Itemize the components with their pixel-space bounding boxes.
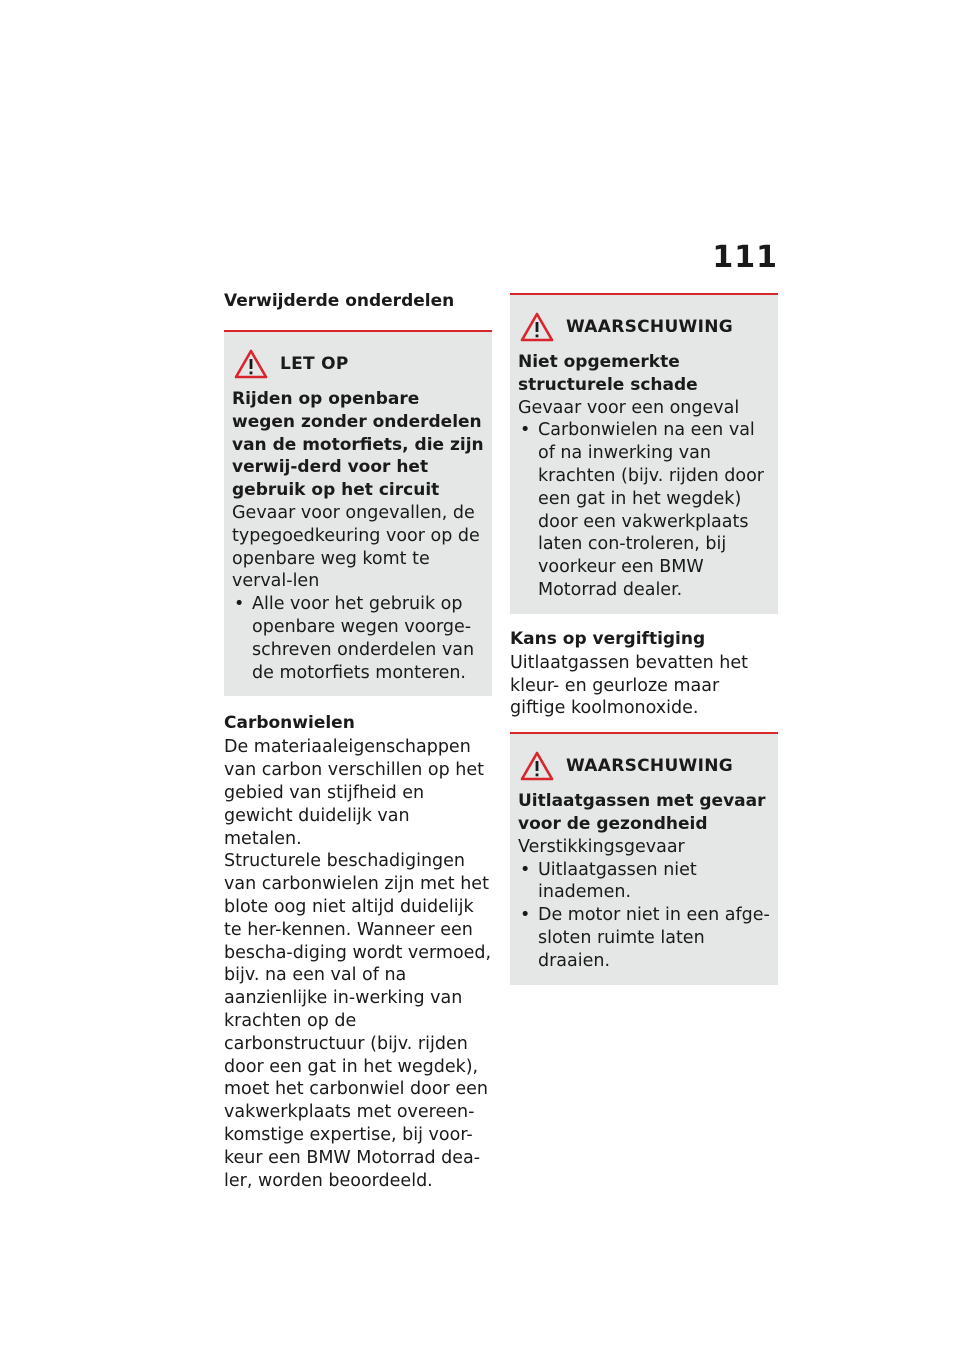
notice-bullet-list xyxy=(518,859,770,973)
notice-description: Gevaar voor ongevallen, de typegoedkeuring voor op de openbare weg komt te verval-len xyxy=(232,502,480,592)
list-item: • Uitlaatgassen niet inademen. xyxy=(518,859,770,905)
list-item: • Alle voor het gebruik op openbare wegen voorge-schreven onderdelen van de motorfiets monteren. xyxy=(232,593,484,684)
notice-header xyxy=(232,344,484,384)
paragraph: Structurele beschadigingen van carbonwielen zijn met het blote oog niet altijd duidelijk te her-kennen. Wanneer een bescha-diging wordt vermoed, bijv. na een val of na aanzienlijke in-werking van krachten op de carbonstructuur (bijv. rijden door een gat in het wegdek), moet het carbonwiel door een vakwerkplaats met overeen-komstige expertise, bij voor-keur een BMW Motorrad dea-ler, worden beoordeeld. xyxy=(224,851,492,1191)
section-title-poisoning: Kans op vergiftiging xyxy=(510,628,706,649)
paragraph: Uitlaatgassen bevatten het kleur- en geurloze maar giftige koolmonoxide. xyxy=(510,652,749,719)
notice-description: Verstikkingsgevaar xyxy=(518,836,685,857)
warning-triangle-icon xyxy=(520,312,554,342)
notice-title: WAARSCHUWING xyxy=(566,756,734,777)
notice-heading: Niet opgemerkte structurele schade xyxy=(518,352,698,395)
warning-triangle-icon xyxy=(520,751,554,781)
list-item: • Carbonwielen na een val of na inwerking van krachten (bijv. rijden door een gat in het wegdek) door een vakwerkplaats laten con-troleren, bij voorkeur een BMW Motorrad dealer. xyxy=(518,419,770,601)
right-column xyxy=(510,293,778,985)
notice-heading: Uitlaatgassen met gevaar voor de gezondheid xyxy=(518,791,766,834)
section-title-removed-parts: Verwijderde onderdelen xyxy=(224,291,455,311)
notice-header xyxy=(518,307,770,347)
section-title-carbon-wheels: Carbonwielen xyxy=(224,713,355,734)
notice-title: WAARSCHUWING xyxy=(566,317,734,337)
notice-bullet-list xyxy=(518,419,770,601)
warning-notice-structural xyxy=(510,293,778,614)
warning-triangle-icon xyxy=(234,349,268,379)
list-item: • De motor niet in een afge-sloten ruimte laten draaien. xyxy=(518,904,770,972)
page-number: 111 xyxy=(712,240,778,275)
paragraph: De materiaaleigenschappen van carbon verschillen op het gebied van stijfheid en gewicht duidelijk van metalen. xyxy=(224,737,484,849)
notice-header xyxy=(518,746,770,786)
notice-heading: Rijden op openbare wegen zonder onderdelen van de motorfiets, die zijn verwij-derd voor het gebruik op het circuit xyxy=(232,389,484,501)
left-column xyxy=(224,288,492,1192)
warning-notice-exhaust xyxy=(510,732,778,984)
notice-title: LET OP xyxy=(280,354,349,374)
notice-description: Gevaar voor een ongeval xyxy=(518,397,740,418)
notice-bullet-list xyxy=(232,593,484,684)
caution-notice xyxy=(224,330,492,696)
